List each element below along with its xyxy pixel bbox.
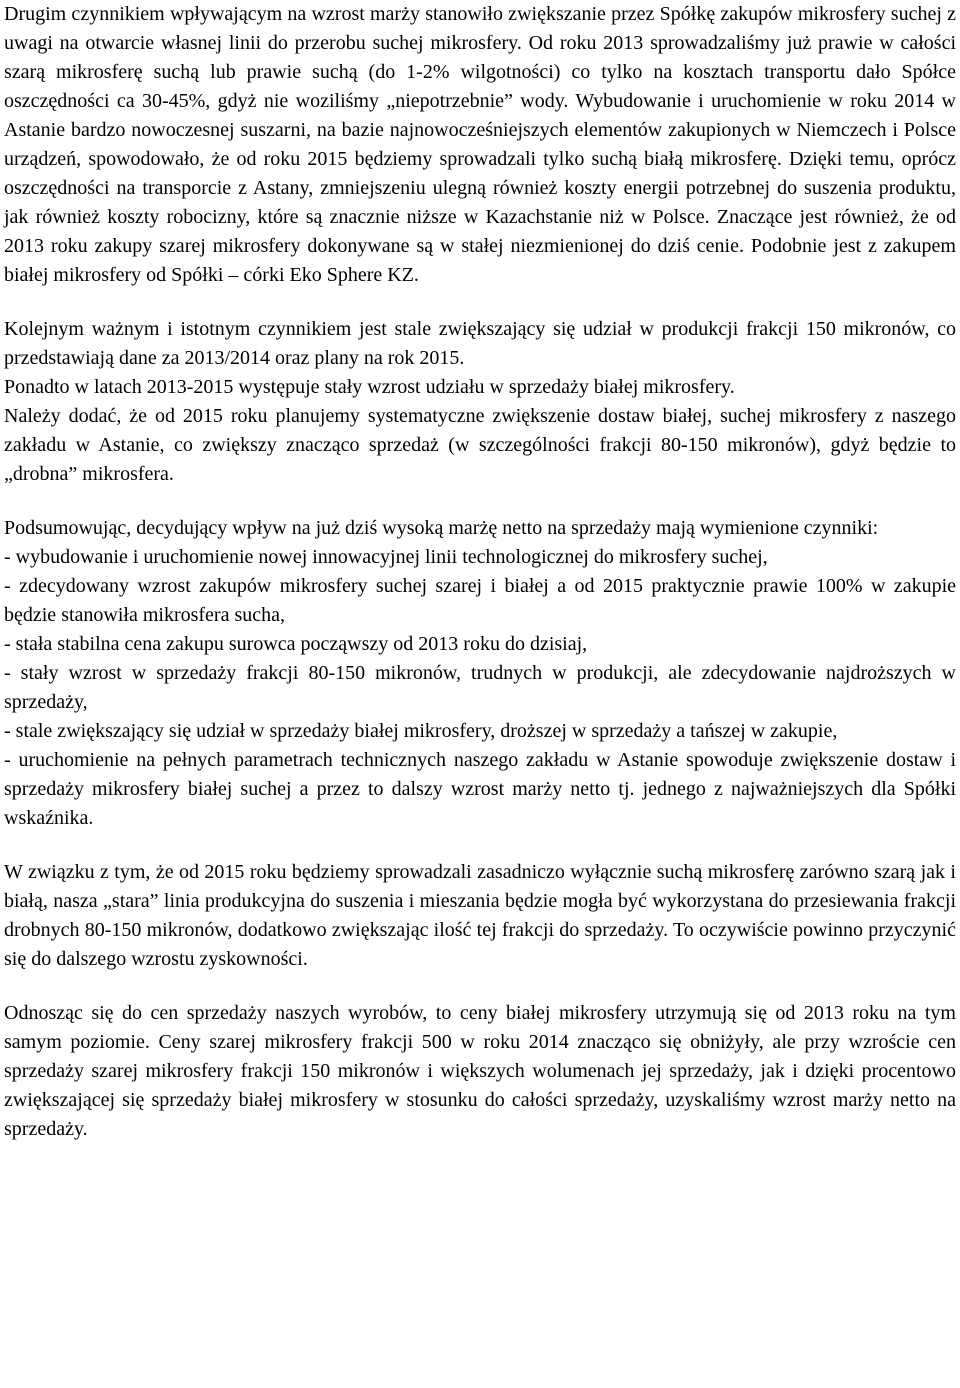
list-item: - wybudowanie i uruchomienie nowej innowacyjnej linii technologicznej do mikrosfery suchej, bbox=[4, 546, 768, 568]
list-item: - stale zwiększający się udział w sprzedaży białej mikrosfery, droższej w sprzedaży a tańszej w zakupie, bbox=[4, 720, 838, 742]
paragraph-prices: Odnosząc się do cen sprzedaży naszych wyrobów, to ceny białej mikrosfery utrzymują się od 2013 roku na tym samym poziomie. Ceny szarej mikrosfery frakcji 500 w roku 2014 znacząco się obniżyły, ale przy wzroście cen sprzedaży szarej mikrosfery frakcji 150 mikronów i większych wolumenach jej sprzedaży, jak i dzięki procentowo zwiększającej się sprzedaży białej mikrosfery w stosunku do całości sprzedaży, uzyskaliśmy wzrost marży netto na sprzedaży. bbox=[4, 1002, 956, 1140]
paragraph-old-line: W związku z tym, że od 2015 roku będziemy sprowadzali zasadniczo wyłącznie suchą mikrosferę zarówno szarą jak i białą, nasza „stara” linia produkcyjna do suszenia i mieszania będzie mogła być wykorzystana do przesiewania frakcji drobnych 80-150 mikronów, dodatkowo zwiększając ilość tej frakcji do sprzedaży. To oczywiście powinno przyczynić się do dalszego wzrostu zyskowności. bbox=[4, 861, 956, 970]
paragraph-drying-line: Drugim czynnikiem wpływającym na wzrost marży stanowiło zwiększanie przez Spółkę zakupów mikrosfery suchej z uwagi na otwarcie własnej linii do przerobu suchej mikrosfery. Od roku 2013 sprowadzaliśmy już prawie w całości szarą mikrosferę suchą lub prawie suchą (do 1-2% wilgotności) co tylko na kosztach transportu dało Spółce oszczędności ca 30-45%, gdyż nie woziliśmy „niepotrzebnie” wody. Wybudowanie i uruchomienie w roku 2014 w Astanie bardzo nowoczesnej suszarni, na bazie najnowocześniejszych elementów zakupionych w Niemczech i Polsce urządzeń, spowodowało, że od roku 2015 będziemy sprowadzali tylko suchą białą mikrosferę. Dzięki temu, oprócz oszczędności na transporcie z Astany, zmniejszeniu ulegną również koszty energii potrzebnej do suszenia produktu, jak również koszty robocizny, które są znacznie niższe w Kazachstanie niż w Polsce. Znaczące jest również, że od 2013 roku zakupy szarej mikrosfery dokonywane są w stałej niezmienionej do dziś cenie. Podobnie jest z zakupem białej mikrosfery od Spółki – córki Eko Sphere KZ. bbox=[4, 3, 956, 286]
summary-factor-list bbox=[4, 543, 956, 833]
paragraph-astana-supply: Należy dodać, że od 2015 roku planujemy systematyczne zwiększenie dostaw białej, suchej mikrosfery z naszego zakładu w Astanie, co zwiększy znacząco sprzedaż (w szczególności frakcji 80-150 mikronów), gdyż będzie to „drobna” mikrosfera. bbox=[4, 405, 956, 485]
list-item: - uruchomienie na pełnych parametrach technicznych naszego zakładu w Astanie spowoduje zwiększenie dostaw i sprzedaży mikrosfery białej suchej a przez to dalszy wzrost marży netto tj. jednego z najważniejszych dla Spółki wskaźnika. bbox=[4, 749, 956, 829]
list-item: - stała stabilna cena zakupu surowca począwszy od 2013 roku do dzisiaj, bbox=[4, 633, 588, 655]
list-item: - zdecydowany wzrost zakupów mikrosfery suchej szarej i białej a od 2015 praktycznie prawie 100% w zakupie będzie stanowiła mikrosfera sucha, bbox=[4, 575, 956, 626]
paragraph-summary-intro: Podsumowując, decydujący wpływ na już dziś wysoką marżę netto na sprzedaży mają wymienione czynniki: bbox=[4, 517, 879, 539]
paragraph-fraction-share: Kolejnym ważnym i istotnym czynnikiem jest stale zwiększający się udział w produkcji frakcji 150 mikronów, co przedstawiają dane za 2013/2014 oraz plany na rok 2015. bbox=[4, 318, 956, 369]
paragraph-white-share: Ponadto w latach 2013-2015 występuje stały wzrost udziału w sprzedaży białej mikrosfery. bbox=[4, 376, 735, 398]
list-item: - stały wzrost w sprzedaży frakcji 80-150 mikronów, trudnych w produkcji, ale zdecydowanie najdroższych w sprzedaży, bbox=[4, 662, 956, 713]
